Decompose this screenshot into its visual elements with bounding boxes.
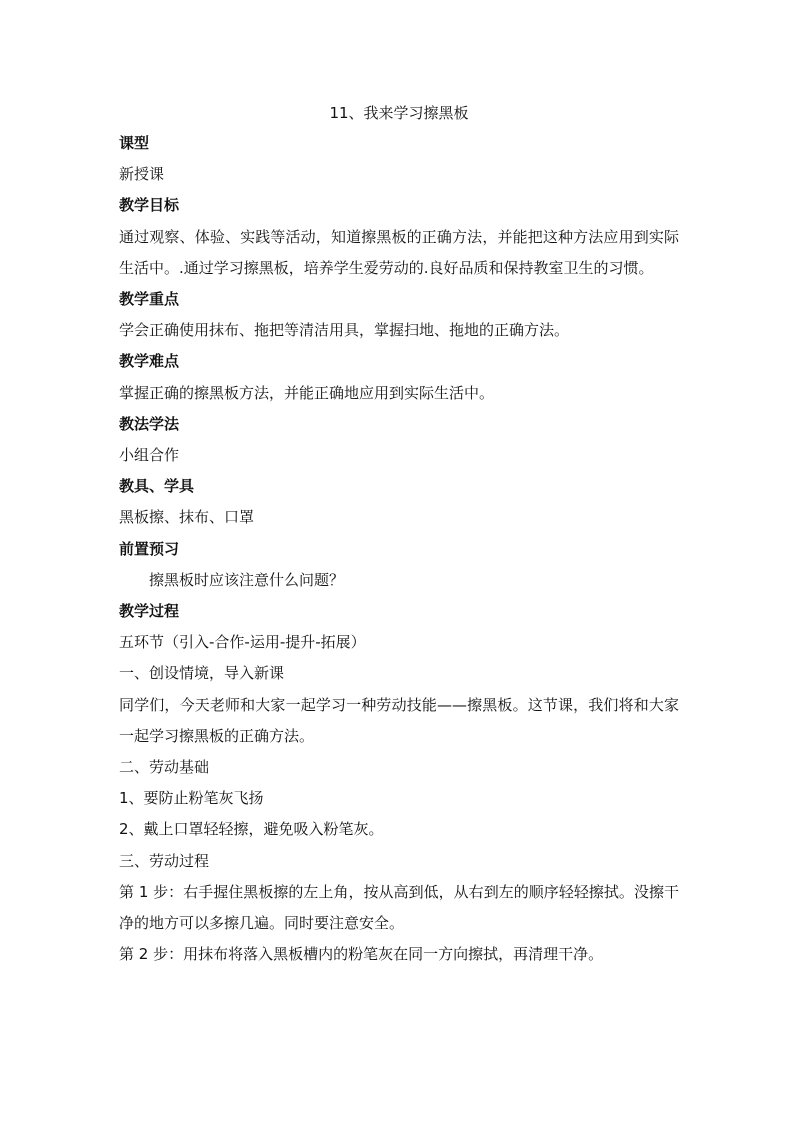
difficulties-text: 掌握正确的擦黑板方法，并能正确地应用到实际生活中。 — [119, 383, 495, 402]
process-heading: 教学过程 — [119, 602, 180, 621]
goals-text: 通过观察、体验、实践等活动，知道擦黑板的正确方法，并能把这种方法应用到实际生活中。.通过学习擦黑板，培养学生爱劳动的.良好品质和保持教室卫生的习惯。 — [119, 227, 679, 277]
preview-text: 擦黑板时应该注意什么问题？ — [149, 570, 345, 589]
step2-item1: 1、要防止粉笔灰飞扬 — [119, 789, 264, 808]
step1-text: 同学们，今天老师和大家一起学习一种劳动技能——擦黑板。这节课，我们将和大家一起学习擦黑板的正确方法。 — [119, 695, 679, 745]
document-body — [119, 98, 679, 970]
lesson-type-heading: 课型 — [119, 134, 150, 152]
key-points-text: 学会正确使用抹布、拖把等清洁用具，掌握扫地、拖地的正确方法。 — [119, 321, 570, 340]
step3-item1: 第 1 步：右手握住黑板擦的左上角，按从高到低，从右到左的顺序轻轻擦拭。没擦干净的地方可以多擦几遍。同时要注意安全。 — [119, 882, 679, 933]
key-points-heading: 教学重点 — [119, 290, 180, 309]
preview-heading: 前置预习 — [119, 539, 180, 558]
tools-heading: 教具、学具 — [119, 477, 195, 496]
difficulties-heading: 教学难点 — [119, 352, 180, 371]
step2-item2: 2、戴上口罩轻轻擦，避免吸入粉笔灰。 — [119, 820, 384, 839]
step3-heading: 三、劳动过程 — [119, 851, 210, 870]
step1-heading: 一、创设情境，导入新课 — [119, 664, 285, 683]
lesson-type-text: 新授课 — [119, 165, 165, 184]
goals-heading: 教学目标 — [119, 196, 180, 215]
methods-text: 小组合作 — [119, 446, 180, 465]
document-title: 11、我来学习擦黑板 — [329, 104, 469, 122]
tools-text: 黑板擦、抹布、口罩 — [119, 508, 255, 527]
step2-heading: 二、劳动基础 — [119, 758, 210, 777]
process-intro: 五环节（引入-合作-运用-提升-拓展） — [119, 633, 366, 652]
step3-item2: 第 2 步：用抹布将落入黑板槽内的粉笔灰在同一方向擦拭，再清理干净。 — [119, 945, 604, 964]
methods-heading: 教法学法 — [119, 414, 180, 433]
